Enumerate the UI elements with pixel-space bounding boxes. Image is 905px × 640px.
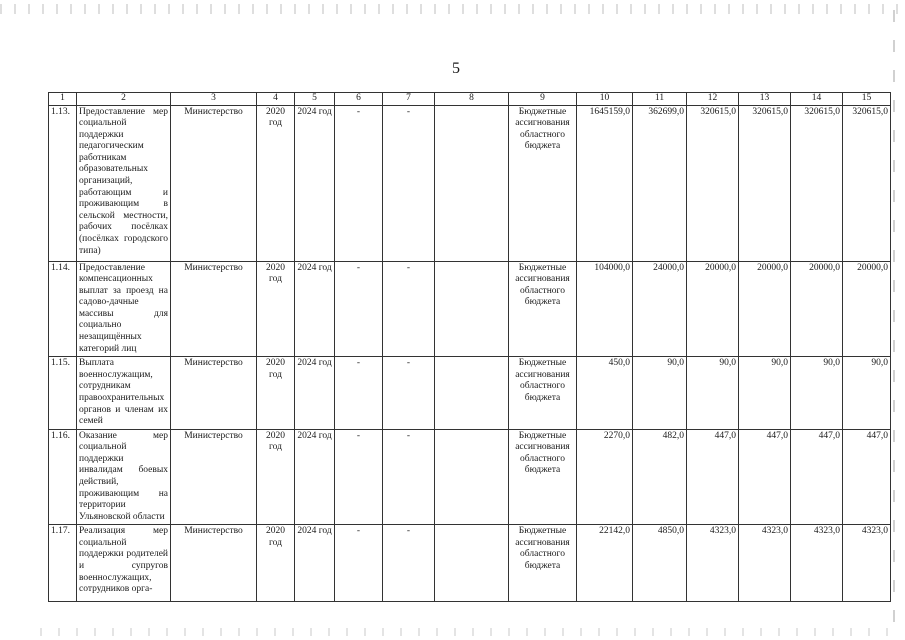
row-year-value: 362699,0 xyxy=(633,105,687,261)
row-col8 xyxy=(435,261,509,357)
header-col-8: 8 xyxy=(435,93,509,106)
row-year-value: 20000,0 xyxy=(791,261,843,357)
row-year-value: 90,0 xyxy=(791,357,843,429)
row-number: 1.17. xyxy=(49,525,77,602)
row-description: Оказание мер социальной поддержки инвалидам боевых действий, проживающим на территории Ульяновской области xyxy=(77,429,171,525)
row-total: 450,0 xyxy=(577,357,633,429)
row-start-year: 2020 год xyxy=(257,525,295,602)
header-col-3: 3 xyxy=(171,93,257,106)
row-year-value: 4323,0 xyxy=(687,525,739,602)
row-col7: - xyxy=(383,357,435,429)
header-col-14: 14 xyxy=(791,93,843,106)
row-col6: - xyxy=(335,261,383,357)
row-col6: - xyxy=(335,105,383,261)
row-year-value: 4323,0 xyxy=(843,525,891,602)
row-funding-source: Бюджетные ассигнования областного бюджета xyxy=(509,525,577,602)
row-year-value: 447,0 xyxy=(687,429,739,525)
row-col6: - xyxy=(335,525,383,602)
row-number: 1.16. xyxy=(49,429,77,525)
header-col-7: 7 xyxy=(383,93,435,106)
header-col-9: 9 xyxy=(509,93,577,106)
row-total: 22142,0 xyxy=(577,525,633,602)
row-year-value: 20000,0 xyxy=(739,261,791,357)
row-year-value: 482,0 xyxy=(633,429,687,525)
header-col-12: 12 xyxy=(687,93,739,106)
header-col-5: 5 xyxy=(295,93,335,106)
row-year-value: 320615,0 xyxy=(687,105,739,261)
header-col-4: 4 xyxy=(257,93,295,106)
row-col7: - xyxy=(383,429,435,525)
header-col-11: 11 xyxy=(633,93,687,106)
row-col8 xyxy=(435,525,509,602)
table-row xyxy=(49,105,891,261)
row-end-year: 2024 год xyxy=(295,525,335,602)
row-year-value: 320615,0 xyxy=(739,105,791,261)
row-year-value: 90,0 xyxy=(687,357,739,429)
row-col7: - xyxy=(383,261,435,357)
row-year-value: 20000,0 xyxy=(687,261,739,357)
row-col8 xyxy=(435,105,509,261)
row-number: 1.15. xyxy=(49,357,77,429)
row-funding-source: Бюджетные ассигнования областного бюджета xyxy=(509,429,577,525)
table-row xyxy=(49,525,891,602)
row-total: 104000,0 xyxy=(577,261,633,357)
row-executor: Министерство xyxy=(171,105,257,261)
table-row xyxy=(49,357,891,429)
row-end-year: 2024 год xyxy=(295,261,335,357)
column-number-row xyxy=(49,93,891,106)
row-year-value: 447,0 xyxy=(739,429,791,525)
row-start-year: 2020 год xyxy=(257,261,295,357)
row-description: Предоставление компенсационных выплат за проезд на садово-дачные массивы для социально незащищённых категорий лиц xyxy=(77,261,171,357)
row-executor: Министерство xyxy=(171,429,257,525)
row-year-value: 447,0 xyxy=(843,429,891,525)
row-col8 xyxy=(435,357,509,429)
row-year-value: 320615,0 xyxy=(843,105,891,261)
row-year-value: 320615,0 xyxy=(791,105,843,261)
row-total: 1645159,0 xyxy=(577,105,633,261)
row-total: 2270,0 xyxy=(577,429,633,525)
row-year-value: 90,0 xyxy=(739,357,791,429)
row-year-value: 4850,0 xyxy=(633,525,687,602)
row-description: Реализация мер социальной поддержки родителей и супругов военнослужащих, сотрудников орга- xyxy=(77,525,171,602)
header-col-6: 6 xyxy=(335,93,383,106)
row-year-value: 90,0 xyxy=(843,357,891,429)
scan-artifact-top xyxy=(0,4,905,14)
header-col-2: 2 xyxy=(77,93,171,106)
header-col-13: 13 xyxy=(739,93,791,106)
row-year-value: 447,0 xyxy=(791,429,843,525)
row-start-year: 2020 год xyxy=(257,357,295,429)
row-col6: - xyxy=(335,357,383,429)
row-col6: - xyxy=(335,429,383,525)
row-funding-source: Бюджетные ассигнования областного бюджета xyxy=(509,357,577,429)
row-description: Предоставление мер социальной поддержки педагогическим работникам образовательных организаций, работающим и проживающим в сельской местности, рабочих посёлках (посёлках городского типа) xyxy=(77,105,171,261)
row-col8 xyxy=(435,429,509,525)
row-executor: Министерство xyxy=(171,525,257,602)
row-year-value: 90,0 xyxy=(633,357,687,429)
row-end-year: 2024 год xyxy=(295,357,335,429)
scan-artifact-right-edge xyxy=(893,10,895,628)
row-description: Выплата военнослужащим, сотрудникам правоохранительных органов и членам их семей xyxy=(77,357,171,429)
table-row xyxy=(49,261,891,357)
scan-artifact-bottom xyxy=(40,628,900,636)
header-col-10: 10 xyxy=(577,93,633,106)
row-start-year: 2020 год xyxy=(257,429,295,525)
page-number: 5 xyxy=(452,60,460,77)
header-col-1: 1 xyxy=(49,93,77,106)
row-end-year: 2024 год xyxy=(295,105,335,261)
row-executor: Министерство xyxy=(171,357,257,429)
row-year-value: 24000,0 xyxy=(633,261,687,357)
header-col-15: 15 xyxy=(843,93,891,106)
row-year-value: 4323,0 xyxy=(791,525,843,602)
row-number: 1.13. xyxy=(49,105,77,261)
row-col7: - xyxy=(383,525,435,602)
row-end-year: 2024 год xyxy=(295,429,335,525)
row-year-value: 20000,0 xyxy=(843,261,891,357)
row-col7: - xyxy=(383,105,435,261)
row-start-year: 2020 год xyxy=(257,105,295,261)
row-number: 1.14. xyxy=(49,261,77,357)
program-table xyxy=(48,92,891,602)
row-funding-source: Бюджетные ассигнования областного бюджета xyxy=(509,105,577,261)
row-year-value: 4323,0 xyxy=(739,525,791,602)
table-row xyxy=(49,429,891,525)
row-funding-source: Бюджетные ассигнования областного бюджета xyxy=(509,261,577,357)
row-executor: Министерство xyxy=(171,261,257,357)
